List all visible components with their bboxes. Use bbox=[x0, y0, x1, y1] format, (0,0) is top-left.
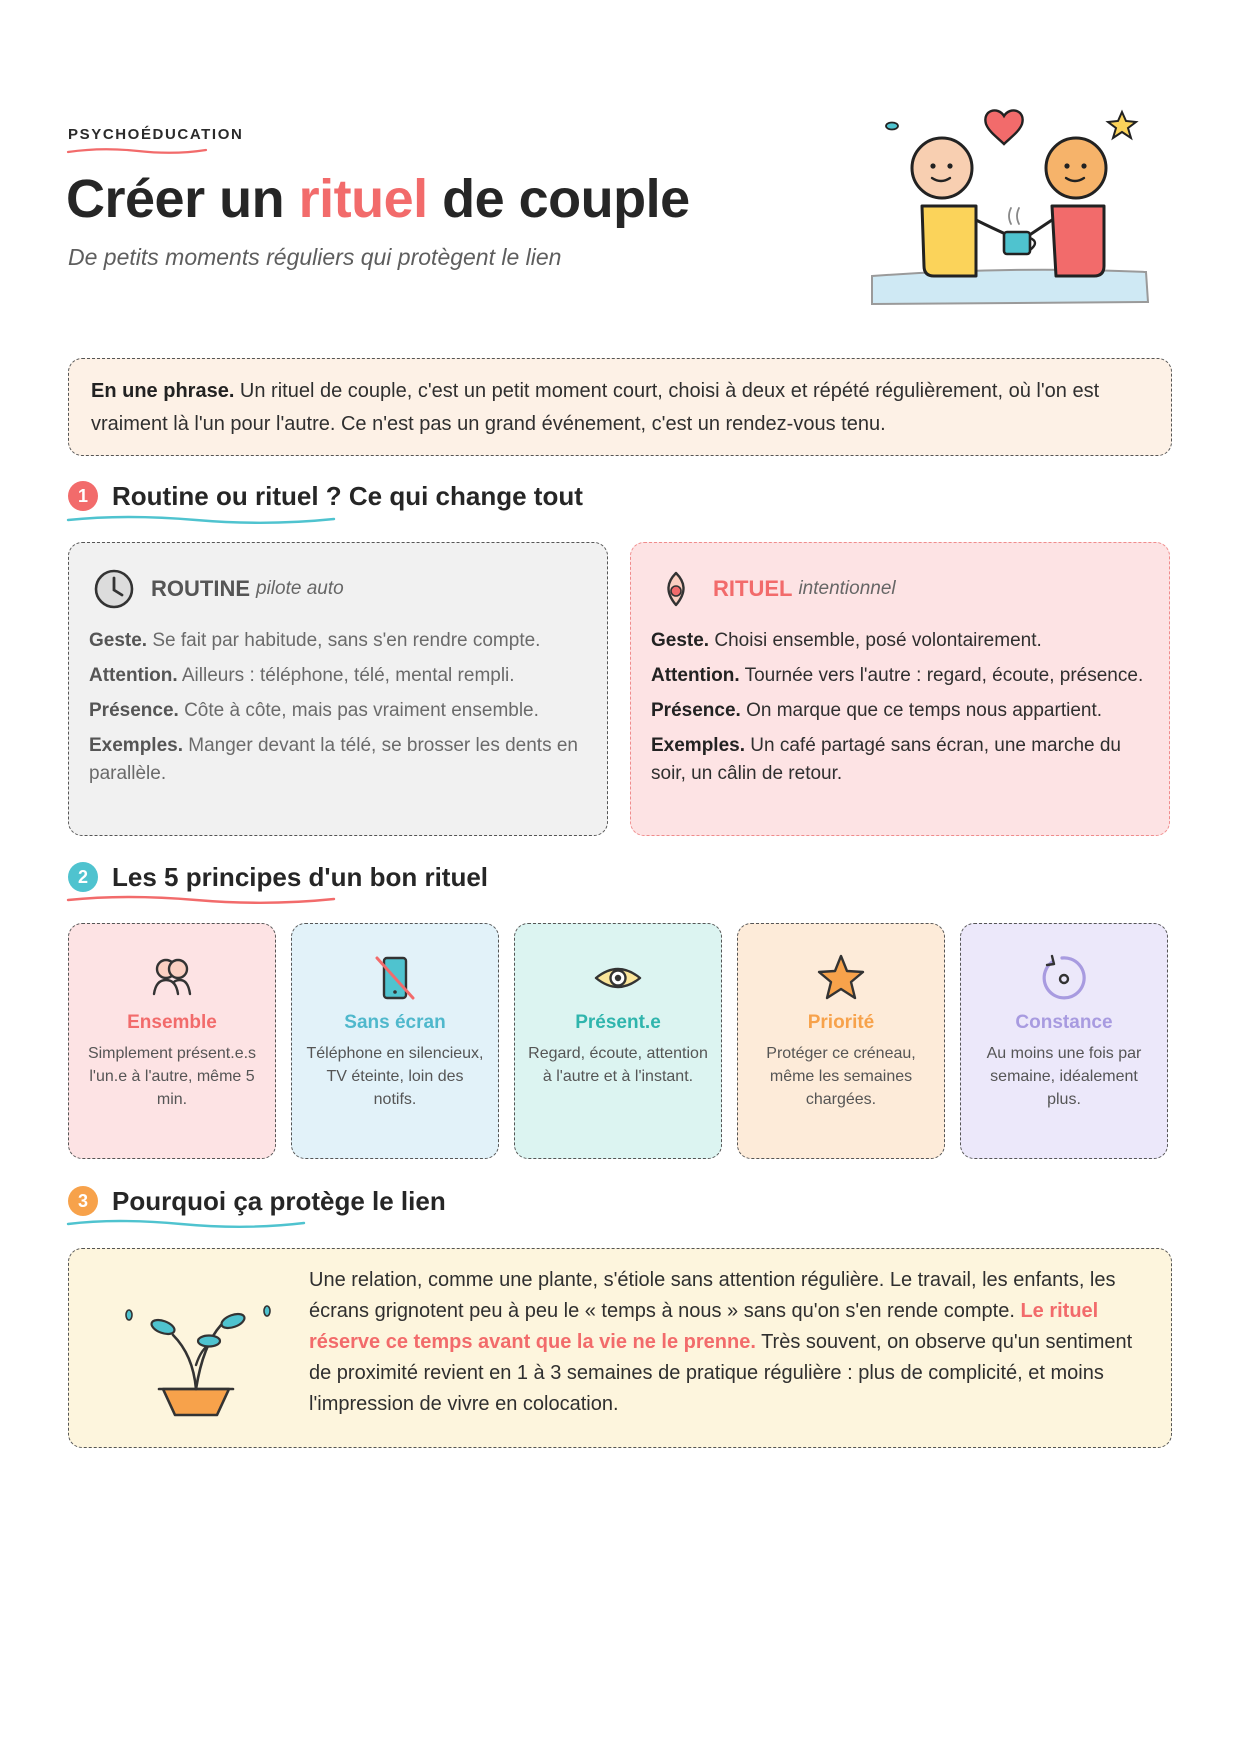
page-subtitle: De petits moments réguliers qui protègent le lien bbox=[68, 244, 562, 270]
rituel-name: RITUEL bbox=[713, 576, 793, 601]
section-3-heading bbox=[68, 1181, 446, 1221]
routine-row-geste bbox=[89, 627, 587, 655]
eyebrow-label: PSYCHOÉDUCATION bbox=[68, 126, 244, 143]
rituel-card bbox=[630, 542, 1170, 836]
rituel-row-label: Attention. bbox=[651, 665, 740, 686]
rituel-row-exemples bbox=[651, 732, 1149, 788]
two-people-icon bbox=[146, 952, 198, 1004]
summary-lead: En une phrase. bbox=[91, 380, 235, 402]
principle-card-priorite bbox=[737, 923, 945, 1159]
page-title bbox=[66, 168, 690, 230]
principle-desc: Au moins une fois par semaine, idéalement plus. bbox=[986, 1045, 1142, 1108]
routine-card-header bbox=[89, 569, 587, 609]
routine-card bbox=[68, 542, 608, 836]
summary-box bbox=[68, 358, 1172, 456]
clock-icon bbox=[93, 568, 135, 610]
why-highlight: Le rituel réserve ce temps avant que la vie ne le prenne. bbox=[309, 1300, 1099, 1353]
section-3-number: 3 bbox=[68, 1186, 98, 1216]
section-1-underline bbox=[66, 514, 336, 526]
title-accent-word: rituel bbox=[298, 169, 428, 229]
why-box bbox=[68, 1248, 1172, 1448]
rituel-row-label: Présence. bbox=[651, 700, 741, 721]
rituel-tag: intentionnel bbox=[798, 578, 896, 599]
star-icon bbox=[815, 952, 867, 1004]
section-1-title: Routine ou rituel ? Ce qui change tout bbox=[112, 480, 583, 511]
rituel-row-text: Tournée vers l'autre : regard, écoute, présence. bbox=[739, 665, 1144, 686]
section-3-title: Pourquoi ça protège le lien bbox=[112, 1185, 446, 1216]
why-paragraph bbox=[309, 1265, 1147, 1420]
routine-name: ROUTINE bbox=[151, 576, 250, 601]
rituel-row-geste bbox=[651, 627, 1149, 655]
routine-row-text: Côte à côte, mais pas vraiment ensemble. bbox=[178, 700, 539, 721]
routine-row-label: Attention. bbox=[89, 665, 178, 686]
principle-name: Sans écran bbox=[344, 1012, 446, 1033]
summary-text: Un rituel de couple, c'est un petit moment court, choisi à deux et répété régulièrement, où l'on est vraiment là l'un pour l'autre. Ce n'est pas un grand événement, c'est un rendez-vous tenu. bbox=[91, 380, 1100, 435]
eye-icon bbox=[592, 952, 644, 1004]
routine-row-attention bbox=[89, 662, 587, 690]
rituel-row-text: Un café partagé sans écran, une marche du soir, un câlin de retour. bbox=[651, 735, 1122, 784]
routine-row-text: Ailleurs : téléphone, télé, mental rempli. bbox=[177, 665, 515, 686]
section-3-underline bbox=[66, 1218, 306, 1230]
principle-name: Ensemble bbox=[127, 1012, 217, 1033]
routine-row-label: Présence. bbox=[89, 700, 179, 721]
rituel-row-text: On marque que ce temps nous appartient. bbox=[740, 700, 1103, 721]
principle-name: Présent.e bbox=[575, 1012, 661, 1033]
title-end: de couple bbox=[427, 169, 690, 229]
rituel-card-header bbox=[651, 569, 1149, 609]
section-2-underline bbox=[66, 894, 336, 906]
title-start: Créer un bbox=[66, 169, 299, 229]
principle-desc: Simplement présent.e.s l'un.e à l'autre, même 5 min. bbox=[87, 1045, 257, 1108]
principle-card-sans-ecran bbox=[291, 923, 499, 1159]
rituel-row-presence bbox=[651, 697, 1149, 725]
plant-icon bbox=[111, 1285, 281, 1425]
routine-row-label: Exemples. bbox=[89, 735, 183, 756]
candle-flame-icon bbox=[655, 568, 697, 610]
principle-card-present bbox=[514, 923, 722, 1159]
rituel-row-text: Choisi ensemble, posé volontairement. bbox=[709, 630, 1042, 651]
routine-row-exemples bbox=[89, 732, 587, 788]
principle-name: Priorité bbox=[807, 1012, 875, 1033]
why-text-end: Très souvent, on observe qu'un sentiment de proximité revient en 1 à 3 semaines de pratique régulière : plus de complicité, et moins l'impression de vivre en colocation. bbox=[309, 1331, 1133, 1415]
rituel-row-label: Geste. bbox=[651, 630, 710, 651]
section-1-number: 1 bbox=[68, 481, 98, 511]
rituel-row-label: Exemples. bbox=[651, 735, 745, 756]
section-2-heading bbox=[68, 857, 488, 897]
rituel-row-attention bbox=[651, 662, 1149, 690]
routine-row-text: Manger devant la télé, se brosser les dents en parallèle. bbox=[89, 735, 579, 784]
couple-illustration bbox=[870, 102, 1160, 312]
principle-desc: Protéger ce créneau, même les semaines chargées. bbox=[766, 1045, 916, 1108]
cycle-icon bbox=[1038, 952, 1090, 1004]
principle-desc: Téléphone en silencieux, TV éteinte, loin des notifs. bbox=[306, 1045, 484, 1108]
routine-row-presence bbox=[89, 697, 587, 725]
routine-row-text: Se fait par habitude, sans s'en rendre compte. bbox=[147, 630, 541, 651]
why-text-start: Une relation, comme une plante, s'étiole sans attention régulière. Le travail, les enfants, les écrans grignotent peu à peu le « temps à nous » sans qu'on s'en rende compte. bbox=[309, 1269, 1116, 1322]
routine-tag: pilote auto bbox=[256, 578, 344, 599]
principle-card-ensemble bbox=[68, 923, 276, 1159]
no-phone-icon bbox=[369, 952, 421, 1004]
principle-desc: Regard, écoute, attention à l'autre et à l'instant. bbox=[528, 1045, 708, 1085]
principle-name: Constance bbox=[1015, 1012, 1113, 1033]
routine-row-label: Geste. bbox=[89, 630, 148, 651]
section-2-title: Les 5 principes d'un bon rituel bbox=[112, 861, 489, 892]
principle-card-constance bbox=[960, 923, 1168, 1159]
section-1-heading bbox=[68, 476, 583, 516]
section-2-number: 2 bbox=[68, 862, 98, 892]
eyebrow-underline bbox=[66, 146, 208, 156]
